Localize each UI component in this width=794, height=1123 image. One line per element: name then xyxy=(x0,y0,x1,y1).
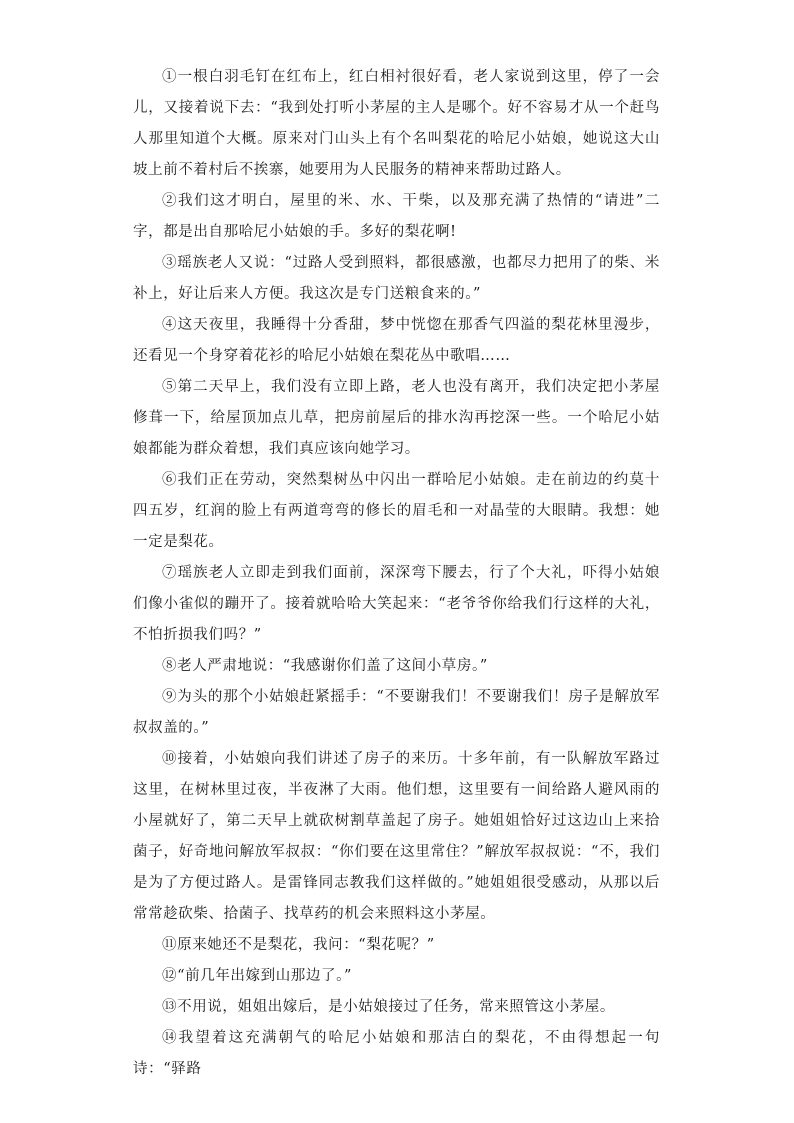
paragraph-8: ⑧老人严肃地说：“我感谢你们盖了这间小草房。” xyxy=(162,658,488,674)
paragraph-2: ②我们这才明白，屋里的米、水、干柴，以及那充满了热情的“请进”二字，都是出自那哈尼小姑娘的手。多好的梨花啊! xyxy=(133,193,660,240)
paragraph-4: ④这天夜里，我睡得十分香甜，梦中恍惚在那香气四溢的梨花林里漫步，还看见一个身穿着花衫的哈尼小姑娘在梨花丛中歌唱…… xyxy=(133,317,660,364)
paragraph-1: ①一根白羽毛钉在红布上，红白相衬很好看，老人家说到这里，停了一会儿，又接着说下去：“我到处打听小茅屋的主人是哪个。好不容易才从一个赶鸟人那里知道个大概。原来对门山头上有个名叫梨花的哈尼小姑娘，她说这大山坡上前不着村后不挨寨，她要用为人民服务的精神来帮助过路人。 xyxy=(133,69,660,178)
paragraph-12: ⑫“前几年出嫁到山那边了。” xyxy=(162,968,352,984)
paragraph-11: ⑪原来她还不是梨花，我问：“梨花呢？” xyxy=(162,937,435,953)
paragraph-6: ⑥我们正在劳动，突然梨树丛中闪出一群哈尼小姑娘。走在前边的约莫十四五岁，红润的脸上有两道弯弯的修长的眉毛和一对晶莹的大眼睛。我想：她一定是梨花。 xyxy=(133,472,660,550)
paragraph-10: ⑩接着，小姑娘向我们讲述了房子的来历。十多年前，有一队解放军路过这里，在树林里过夜，半夜淋了大雨。他们想，这里要有一间给路人避风雨的小屋就好了，第二天早上就砍树割草盖起了房子。她姐姐恰好过这边山上来拾菌子，好奇地问解放军叔叔：“你们要在这里常住？”解放军叔叔说：“不，我们是为了方便过路人。是雷锋同志教我们这样做的。”她姐姐很受感动，从那以后常常趁砍柴、拾菌子、找草药的机会来照料这小茅屋。 xyxy=(133,751,660,922)
paragraph-5: ⑤第二天早上，我们没有立即上路，老人也没有离开，我们决定把小茅屋修葺一下，给屋顶加点儿草，把房前屋后的排水沟再挖深一些。一个哈尼小姑娘都能为群众着想，我们真应该向她学习。 xyxy=(133,379,660,457)
paragraph-9: ⑨为头的那个小姑娘赶紧摇手：“不要谢我们！不要谢我们！房子是解放军叔叔盖的。” xyxy=(133,689,660,736)
paragraph-7: ⑦瑶族老人立即走到我们面前，深深弯下腰去，行了个大礼，吓得小姑娘们像小雀似的蹦开了。接着就哈哈大笑起来：“老爷爷你给我们行这样的大礼，不怕折损我们吗？” xyxy=(133,565,660,643)
paragraph-14: ⑭我望着这充满朝气的哈尼小姑娘和那洁白的梨花，不由得想起一句诗：“驿路 xyxy=(133,1030,660,1077)
paragraph-3: ③瑶族老人又说：“过路人受到照料，都很感激，也都尽力把用了的柴、米补上，好让后来人方便。我这次是专门送粮食来的。” xyxy=(133,255,660,302)
article-body xyxy=(133,62,660,1085)
paragraph-13: ⑬不用说，姐姐出嫁后，是小姑娘接过了任务，常来照管这小茅屋。 xyxy=(162,999,615,1015)
